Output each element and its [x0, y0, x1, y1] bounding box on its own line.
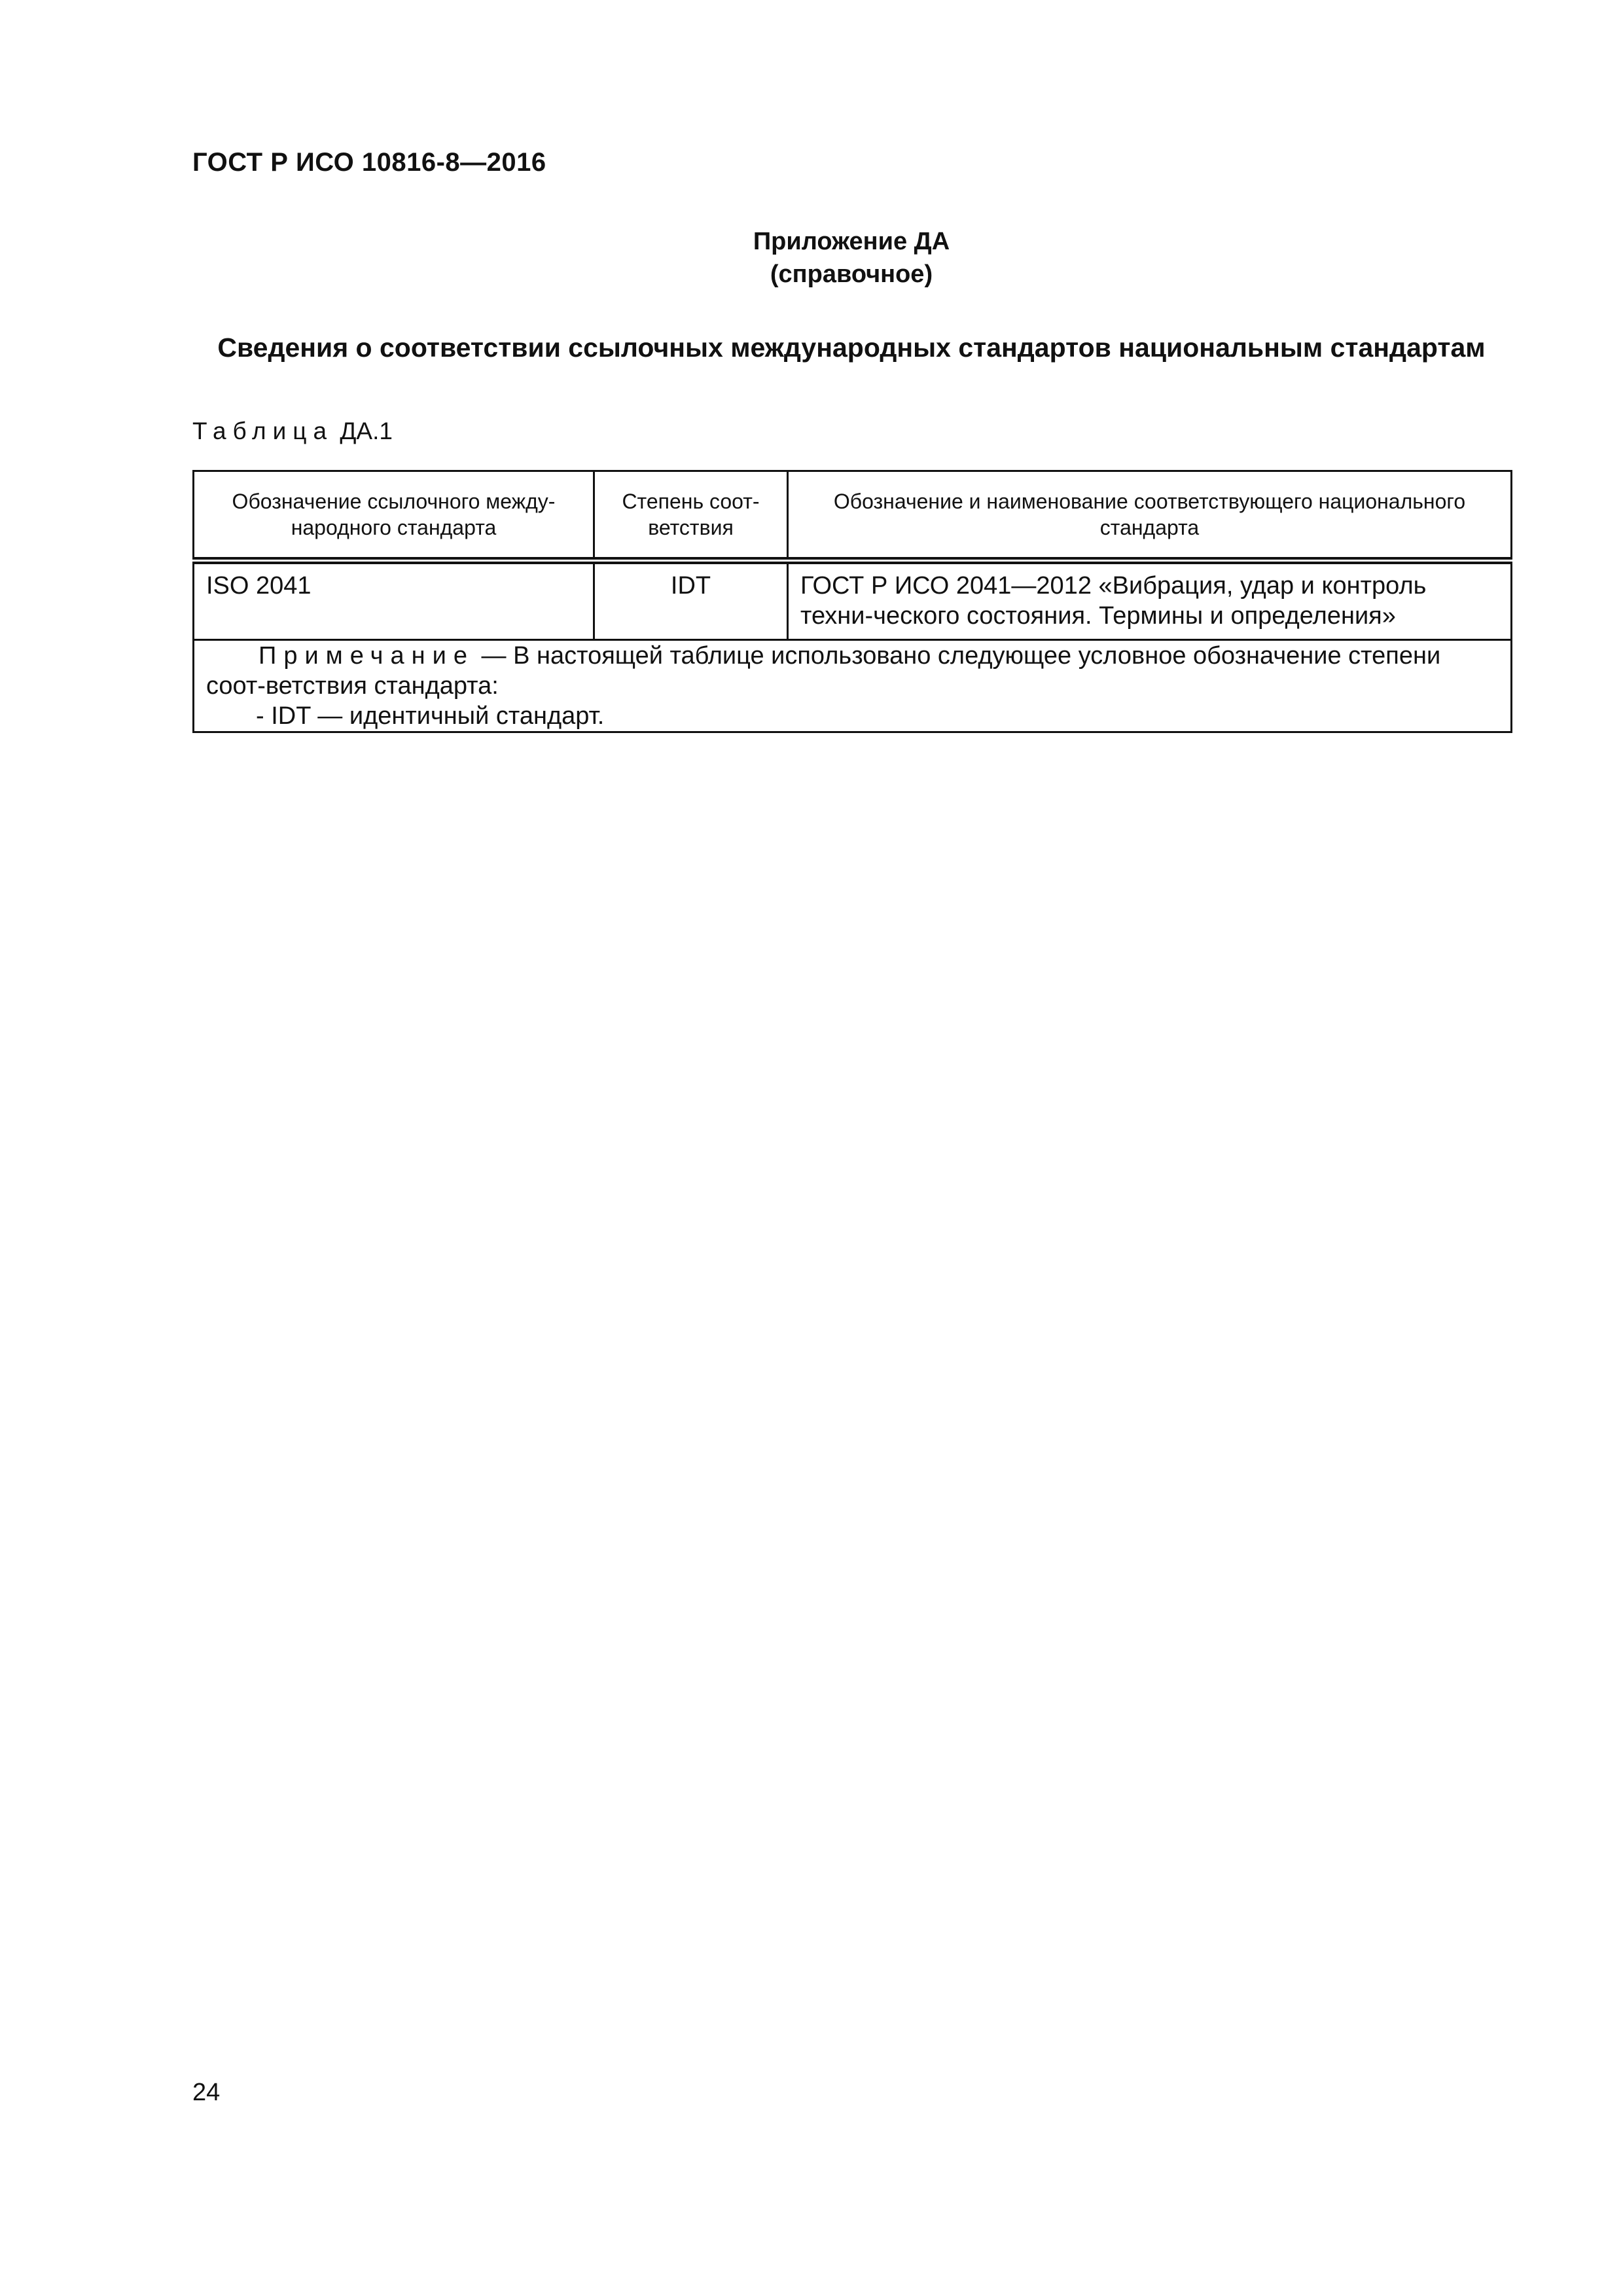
note-label: Примечание — [259, 642, 474, 670]
page-number: 24 — [192, 2079, 221, 2106]
annex-subtitle: (справочное) — [770, 260, 933, 288]
correspondence-table — [192, 470, 1512, 733]
document-code: ГОСТ Р ИСО 10816-8—2016 — [192, 148, 546, 177]
table-header-row — [194, 471, 1512, 561]
column-header-national: Обозначение и наименование соответствующего национального стандарта — [788, 471, 1512, 561]
cell-international-standard: ISO 2041 — [194, 561, 594, 640]
table-caption-number: ДА.1 — [340, 418, 393, 444]
table-note-row — [194, 640, 1512, 732]
column-header-degree: Степень соот-ветствия — [594, 471, 788, 561]
note-item: - IDT — идентичный стандарт. — [256, 702, 605, 730]
cell-national-standard: ГОСТ Р ИСО 2041—2012 «Вибрация, удар и контроль техни-ческого состояния. Термины и определения» — [788, 561, 1512, 640]
table-row — [194, 561, 1512, 640]
cell-degree: IDT — [594, 561, 788, 640]
column-header-international: Обозначение ссылочного между-народного стандарта — [194, 471, 594, 561]
note-text: — В настоящей таблице использовано следующее условное обозначение степени соот-ветствия стандарта: — [206, 642, 1441, 700]
annex-title: Приложение ДА — [753, 228, 950, 255]
table-note — [194, 640, 1512, 732]
table-caption — [192, 418, 393, 445]
annex-heading — [192, 225, 1510, 291]
section-title: Сведения о соответствии ссылочных международных стандартов национальным стандартам — [217, 332, 1486, 363]
table-caption-word: Таблица — [192, 418, 334, 444]
